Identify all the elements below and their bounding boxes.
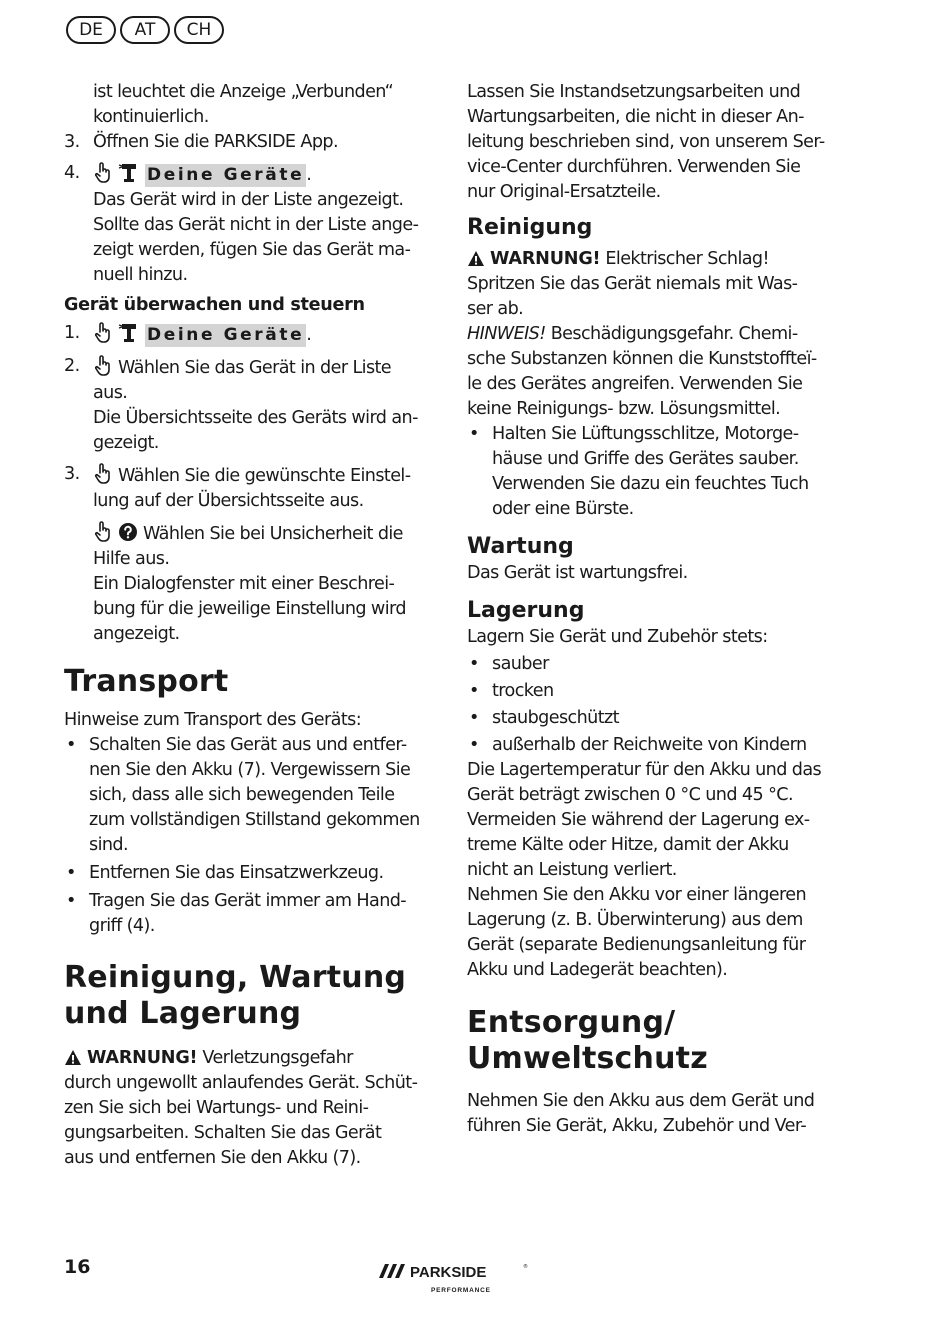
list-item-text: sauber — [492, 654, 549, 674]
text-line: Das Gerät ist wartungsfrei. — [467, 563, 688, 583]
text-line: Lagerung (z. B. Überwinterung) aus dem — [467, 910, 803, 930]
text-line: Spritzen Sie das Gerät niemals mit Was- — [467, 274, 798, 294]
text-line: Lagern Sie Gerät und Zubehör stets: — [467, 627, 768, 647]
left-column — [64, 80, 432, 1171]
ui-menu-deine-geraete: Deine Geräte — [147, 325, 305, 345]
step-text: Öffnen Sie die PARKSIDE App. — [93, 132, 338, 152]
text-line: Akku und Ladegerät beachten). — [467, 960, 728, 980]
notice-text: Beschädigungsgefahr. Chemi- — [550, 324, 798, 344]
page-number: 16 — [64, 1256, 91, 1278]
text-line: le des Gerätes angreifen. Verwenden Sie — [467, 374, 803, 394]
text-line: Hinweise zum Transport des Geräts: — [64, 710, 362, 730]
text-line: keine Reinigungs- bzw. Lösungsmittel. — [467, 399, 781, 419]
list-item-text: staubgeschützt — [492, 708, 619, 728]
bullet-icon: • — [469, 735, 479, 755]
step-1: 1. Deine Geräte . — [64, 321, 432, 348]
parkside-logo — [376, 1262, 536, 1302]
section-heading-lagerung: Lagerung — [467, 598, 585, 623]
text-line: ist leuchtet die Anzeige „Verbunden“ — [93, 82, 394, 102]
tap-hand-icon — [93, 161, 113, 183]
text-line: zen Sie sich bei Wartungs- und Reini- — [64, 1098, 369, 1118]
tap-hand-icon — [93, 354, 113, 376]
list-item — [64, 733, 432, 758]
text-line: Nehmen Sie den Akku vor einer längeren — [467, 885, 807, 905]
help-line — [64, 520, 432, 547]
text-line: Verwenden Sie dazu ein feuchtes Tuch — [492, 474, 809, 494]
text-line: angezeigt. — [93, 624, 180, 644]
list-item — [467, 733, 835, 758]
right-column — [467, 80, 835, 1139]
list-item-text: Tragen Sie das Gerät immer am Hand- — [89, 891, 407, 911]
step-text: Wählen Sie das Gerät in der Liste — [118, 358, 392, 378]
text-line: durch ungewollt anlaufendes Gerät. Schüt- — [64, 1073, 418, 1093]
notice-line — [467, 322, 835, 347]
sub-heading: Gerät überwachen und steuern — [64, 295, 365, 315]
text-line: treme Kälte oder Hitze, damit der Akku — [467, 835, 789, 855]
text-line: Wartungsarbeiten, die nicht in dieser An- — [467, 107, 804, 127]
section-heading-line2: Umweltschutz — [467, 1041, 708, 1076]
text-line: zum vollständigen Stillstand gekommen — [89, 810, 420, 830]
country-tag-at: AT — [120, 16, 170, 44]
section-heading-entsorgung: Entsorgung/ — [467, 1005, 676, 1040]
list-item — [64, 889, 432, 914]
text-line: Gerät (separate Bedienungsanleitung für — [467, 935, 806, 955]
text-line: griff (4). — [89, 916, 155, 936]
text-line: zeigt werden, fügen Sie das Gerät ma- — [93, 240, 411, 260]
text-line: Die Übersichtsseite des Geräts wird an- — [93, 408, 418, 428]
text-line: ser ab. — [467, 299, 524, 319]
warning-triangle-icon — [467, 250, 485, 267]
step-number: 4. — [64, 163, 80, 183]
list-item — [467, 652, 835, 677]
step-4: 4. Deine Geräte . — [64, 161, 432, 188]
text-line: nen Sie den Akku (7). Vergewissern Sie — [89, 760, 411, 780]
text-line: nicht an Leistung verliert. — [467, 860, 677, 880]
step-2 — [64, 354, 432, 381]
text-line: Das Gerät wird in der Liste angezeigt. — [93, 190, 404, 210]
text-line: gungsarbeiten. Schalten Sie das Gerät — [64, 1123, 382, 1143]
step-3 — [64, 130, 432, 155]
list-item — [64, 861, 432, 886]
step-text: Wählen Sie die gewünschte Einstel- — [118, 466, 411, 486]
text-line: Gerät beträgt zwischen 0 °C und 45 °C. — [467, 785, 793, 805]
tap-hand-icon — [93, 321, 113, 343]
list-item — [467, 422, 835, 447]
list-item — [467, 679, 835, 704]
tap-hand-icon — [93, 520, 113, 542]
section-heading-reinigung-wartung: Reinigung, Wartung — [64, 960, 407, 995]
bullet-icon: • — [469, 424, 479, 444]
text-line: sche Substanzen können die Kunststoffteï- — [467, 349, 817, 369]
text-line: Vermeiden Sie während der Lagerung ex- — [467, 810, 810, 830]
text-line: gezeigt. — [93, 433, 159, 453]
notice-label: HINWEIS! — [467, 324, 546, 344]
text-line: kontinuierlich. — [93, 107, 209, 127]
bullet-icon: • — [66, 863, 76, 883]
warning-line — [64, 1046, 432, 1071]
text-line: Die Lagertemperatur für den Akku und das — [467, 760, 822, 780]
ui-menu-deine-geraete: Deine Geräte — [147, 165, 305, 185]
country-tag-de: DE — [66, 16, 116, 44]
list-item-text: trocken — [492, 681, 554, 701]
brand-name: PARKSIDE — [410, 1264, 487, 1281]
brand-subline: PERFORMANCE — [431, 1287, 491, 1294]
list-item-text: Halten Sie Lüftungsschlitze, Motorge- — [492, 424, 799, 444]
list-item-text: Entfernen Sie das Einsatzwerkzeug. — [89, 863, 384, 883]
section-heading-line2: und Lagerung — [64, 996, 302, 1031]
text-line: lung auf der Übersichtsseite aus. — [93, 491, 364, 511]
help-text: Wählen Sie bei Unsicherheit die — [143, 524, 403, 544]
warning-text: Verletzungsgefahr — [202, 1048, 353, 1068]
device-tool-icon — [118, 321, 140, 343]
text-line: bung für die jeweilige Einstellung wird — [93, 599, 406, 619]
step-number: 1. — [64, 323, 80, 343]
list-item-text: Schalten Sie das Gerät aus und entfer- — [89, 735, 407, 755]
bullet-icon: • — [469, 654, 479, 674]
text-line: vice-Center durchführen. Verwenden Sie — [467, 157, 801, 177]
country-tag-ch: CH — [174, 16, 224, 44]
text-line: nuell hinzu. — [93, 265, 188, 285]
tap-hand-icon — [93, 462, 113, 484]
list-item-text: außerhalb der Reichweite von Kindern — [492, 735, 807, 755]
text-line: oder eine Bürste. — [492, 499, 634, 519]
svg-text:®: ® — [523, 1264, 528, 1270]
bullet-icon: • — [469, 681, 479, 701]
text-line: nur Original-Ersatzteile. — [467, 182, 661, 202]
country-tags — [66, 16, 224, 44]
text-line: häuse und Griffe des Gerätes sauber. — [492, 449, 799, 469]
text-line: führen Sie Gerät, Akku, Zubehör und Ver- — [467, 1116, 807, 1136]
warning-label: WARNUNG! — [490, 249, 601, 269]
text-line: sind. — [89, 835, 128, 855]
step-3b — [64, 462, 432, 489]
warning-text: Elektrischer Schlag! — [605, 249, 769, 269]
section-heading-reinigung: Reinigung — [467, 215, 593, 240]
warning-triangle-icon — [64, 1049, 82, 1066]
text-line: sich, dass alle sich bewegenden Teile — [89, 785, 395, 805]
text-line: Lassen Sie Instandsetzungsarbeiten und — [467, 82, 801, 102]
section-heading-transport: Transport — [64, 664, 229, 699]
bullet-icon: • — [469, 708, 479, 728]
text-line: Hilfe aus. — [93, 549, 170, 569]
step-number: 3. — [64, 132, 80, 152]
bullet-icon: • — [66, 735, 76, 755]
text-line: Ein Dialogfenster mit einer Beschrei- — [93, 574, 395, 594]
help-question-icon — [118, 522, 138, 542]
warning-label: WARNUNG! — [87, 1048, 198, 1068]
device-tool-icon — [118, 161, 140, 183]
text-line: leitung beschrieben sind, von unserem Ser- — [467, 132, 825, 152]
text-line: Nehmen Sie den Akku aus dem Gerät und — [467, 1091, 815, 1111]
section-heading-wartung: Wartung — [467, 534, 574, 559]
text-line: aus und entfernen Sie den Akku (7). — [64, 1148, 361, 1168]
text-line: aus. — [93, 383, 128, 403]
step-number: 3. — [64, 464, 80, 484]
warning-line — [467, 247, 835, 272]
step-number: 2. — [64, 356, 80, 376]
bullet-icon: • — [66, 891, 76, 911]
list-item — [467, 706, 835, 731]
text-line: Sollte das Gerät nicht in der Liste ange- — [93, 215, 419, 235]
